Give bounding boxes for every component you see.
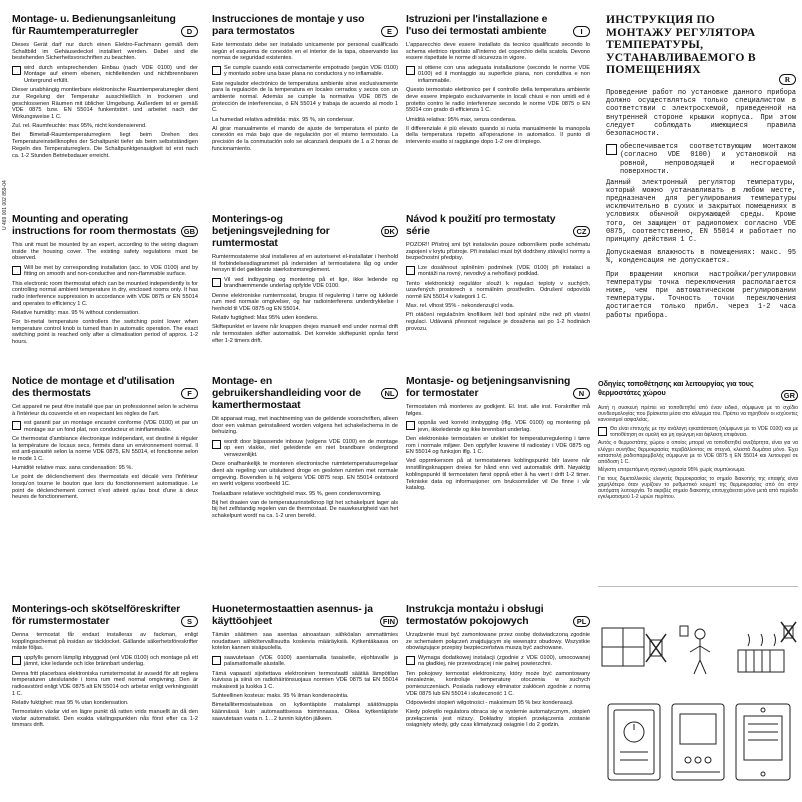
checkbox-icon bbox=[12, 266, 21, 275]
section-es bbox=[212, 14, 398, 214]
paragraph: Αυτή η συσκευή πρέπει να τοποθετηθεί από έναν ειδικό, σύμφωνα με το σχέδιο συνδεσμολογίας που βρίσκεται μέσα στο κάλυμμα του. Πρέπει να τηρηθούν οι ισχύοντες κανονισμοί ασφαλείας. bbox=[598, 405, 798, 424]
paragraph: Il differenziale è più elevato quando si ruota manualmente la manopola della temperatura rispetto all'operazione in automatico. Il punto di intervento esatto si raggiunge dopo 1-2 ore di impiego. bbox=[406, 125, 590, 146]
paragraph: Проведение работ по установке данного прибора должно осуществляться только специалистом в соответствии с электросхемой, приведенной на внутренней стороне крышки корпуса. При этом следует соблюдать имеющиеся правила безопасности. bbox=[606, 89, 796, 139]
person-drawing bbox=[680, 626, 710, 674]
paragraph: Μέγιστη επιτρεπόμενη σχετική υγρασία 95% χωρίς συμπύκνωμα. bbox=[598, 467, 746, 474]
paragraph: Este termostato debe ser instalado unicamente por personal cualificado según el esquema de conexión en el interior de la tapa, observando las normas de seguridad existentes. bbox=[212, 42, 398, 62]
section-s bbox=[12, 604, 198, 798]
paragraph: Umidità relativa: 95% max, senza condensa. bbox=[406, 116, 517, 123]
paragraph: Bei Bimetall-Raumtemperaturreglern liegt beim Drehen des Temperatureinstellknopfes der Schaltpunkt tiefer als beim selbstständigen Regeln des Temperaturreglers. Die Schaltpunktgenauigkeit ist erst nach ca. 1-2 Stunden Betriebsdauer erreicht. bbox=[12, 132, 198, 159]
section-title: ИНСТРУКЦИЯ ПО МОНТАЖУ РЕГУЛЯТОРА ТЕМПЕРАТУРЫ, УСТАНАВЛИВАЕМОГО В ПОМЕЩЕНИЯХ bbox=[606, 14, 756, 77]
section-title: Οδηγίες τοποθέτησης και λειτουργίας για τους θερμοστάτες χώρου bbox=[598, 380, 754, 397]
section-ru bbox=[606, 14, 796, 376]
section-title: Mounting and operating instructions for room thermostats bbox=[12, 214, 177, 237]
section-de bbox=[12, 14, 198, 214]
section-title: Huonetermostaattien asennus- ja käyttöohjeet bbox=[212, 604, 373, 627]
language-code-badge: PL bbox=[573, 616, 590, 627]
paragraph: Deze onafhankelijk te monteren electronische ruimtetemperatuurregelaar dient als regeling van uitsluitend droge en gesloten ruimten met normale omgeving. Bovendien is hij volgens VDE 0875 resp. EN 55014 ontstoord en werkt volgens voorbeeld 1C. bbox=[212, 461, 398, 488]
checkbox-icon bbox=[598, 427, 607, 436]
section-fin bbox=[212, 604, 398, 798]
paragraph: Urządzenie musi być zamontowane przez osobę doświadczoną zgodnie ze schematem połączeń znajdującym się wewnątrz obudowy. Wszystkie obowiązujące przepisy bezpieczeństwa muszą być zachowane. bbox=[406, 632, 590, 652]
paragraph: Tämän säätimen saa asentaa ainoastaan sähköalan ammattimies noudattaen sähkötervallisuutta koskevia määräyksiä. Kytkentäkaava on kotelon kannen sisäpuolella. bbox=[212, 632, 398, 652]
paragraph: Toelaatbare relatieve vochtigheid max. 95 %, geen condensvorming. bbox=[212, 490, 382, 497]
paragraph: L'apparecchio deve essere installato da tecnico qualificato secondo lo schema elettrico riportato all'interno del coperchio della scatola. Devono essere rispettate le norme di sicurezza in vigore. bbox=[406, 42, 590, 62]
section-nl bbox=[212, 376, 398, 566]
section-title: Montage- u. Bedienungsanleitung für Raumtemperaturregler bbox=[12, 14, 176, 37]
paragraph: Ce thermostat d'ambiance électronique indépendant, est destiné à réguler la température de locaux secs, fermés dans un environnement normal. Il est anti-parasité selon la norme VDE 0875, EN 55014, et fonctionne selon le mode 1 C. bbox=[12, 435, 198, 462]
paragraph: Dieser unabhängig montierbare elektronische Raumtemperaturregler dient zur Regelung der Temperatur ausschließlich in trockenen und geschlossenen Räumen mit üblicher Umgebung. Außerdem ist er gemäß VDE 0875 bzw. EN 55014 funkentstört und arbeitet nach der Wirkungsweise 1 C. bbox=[12, 87, 198, 121]
paragraph: Cet appareil ne peut être installé que par un professionnel selon le schéma à l'intérieur du couvercle et en respectant les règles de l'art. bbox=[12, 404, 198, 417]
language-code-badge: CZ bbox=[573, 226, 590, 237]
check-text: wordt door bijpassende inbouw (volgens VDE 0100) en de montage op een vlakke, niet geleidende en niet brandbare ondergrond verwezenlijkt. bbox=[224, 438, 398, 459]
section-n bbox=[406, 376, 590, 566]
language-code-badge: NL bbox=[381, 388, 398, 399]
paragraph: Termostaten växlar vid en lägre punkt då ratten vrids manuellt än då den växlar automatiskt. Den exakta växlingspunkten nås först efter ca 1-2 timmars drift. bbox=[12, 709, 198, 729]
check-text: обеспечивается соответствующим монтажом (согласно VDE 0100) и установкой на ровной, непроводящей и несгораемой поверхности. bbox=[620, 143, 796, 176]
paragraph: Denne elektroniske rumtermostat, brugss til regulering i tørre og lukkede rum med normale omgivelser, og har radiointerferens underdrykkelse i henhold til VDE 0875 og EN 55014. bbox=[212, 292, 398, 312]
paragraph: Den elektroniske termostaten er utviklet for temperaturregulering i tørre rom i normale miljøer. Den oppfyller kravene til radiostøy i VDE 0875 og EN 55014 og funksjon iflg. 1 C. bbox=[406, 435, 590, 456]
paragraph: Relativ fuktighet: max 95 % utan kondensation. bbox=[12, 699, 129, 706]
checkbox-icon bbox=[212, 66, 221, 75]
check-text: wird durch entsprechenden Einbau (nach VDE 0100) und der Montage auf einem ebenen, nichtleitenden und nichtbrennbaren Untergrund erfüllt. bbox=[24, 64, 198, 85]
document-code: U 469 001 002 859-04 bbox=[2, 180, 8, 230]
paragraph: Le point de déclenchement des thermostats est décalé vers l'inférieur lorsqu'on tourne le bouton que lors du fonctionnement automatique. Le point de déclenchement correct n'est atteint qu'au bout d'une à deux heures de fonctionnement. bbox=[12, 474, 198, 501]
paragraph: For bi-metal temperature controllers the switching point lower when temperature control knob is turned than in automatic operation. The exact switching point is reached only after a climatisation period of approx. 1-2 hours. bbox=[12, 319, 198, 346]
paragraph: Relative humidity: max. 95 % without condensation. bbox=[12, 309, 140, 316]
section-title: Monterings-och skötselföreskrifter för rumstermostater bbox=[12, 604, 181, 627]
thermostat-base-drawing bbox=[736, 704, 790, 780]
check-text: Vil ved indbygning og montering på et lige, ikke ledende og brandhæmmende underlag opfylde VDE 0100. bbox=[224, 276, 398, 290]
language-code-badge: FIN bbox=[380, 616, 398, 627]
language-code-badge: D bbox=[181, 26, 198, 37]
paragraph: Skiftepunktet er lavere når knappen drejes manuelt end under normal drift når termostaten skifter automatisk. Det korrekte skiftepunkt opnås først efter 1-2 timers drift. bbox=[212, 324, 398, 344]
checkbox-icon bbox=[212, 278, 221, 287]
checkbox-icon bbox=[12, 656, 21, 665]
paragraph: Relativ fugtighed: Max 95% uden kondens. bbox=[212, 315, 319, 322]
section-cz bbox=[406, 214, 590, 370]
language-code-badge: GR bbox=[781, 390, 798, 401]
section-title: Notice de montage et d'utilisation des thermostats bbox=[12, 376, 175, 399]
paragraph: Při otáčení regulačním knoflíkem leží bod spínání níže než při vlastní regulaci. Udávaná přesnost regulace je dosažena asi po 1-2 hodinách provozu. bbox=[406, 312, 590, 332]
paragraph: Αυτός ο θερμοστάτης χώρου ο οποίος μπορεί να τοποθετηθεί ανεξάρτητα, είναι για να ελέγχει συνήθεις θερμοκρασίες περιβάλλοντος σε στεγνά, κλειστά δωμάτια μόνο. Έχει καταστολή ραδιοπαρεμβολής σύμφωνα με το VDE 0875 ή EN 55014 και λειτουργεί σε απόδοση 1 C. bbox=[598, 440, 798, 465]
paragraph: Dieses Gerät darf nur durch einen Elektro-Fachmann gemäß dem Schaltbild im Gehäusedeckel installiert werden. Dabei sind die bestehenden Sicherheitsvorschriften zu beachten. bbox=[12, 42, 198, 62]
check-text: oppnås ved korrekt innbygging (iflg. VDE 0100) og montering på jevn, ikkeledende og ikke brennbart underlag. bbox=[418, 419, 590, 433]
language-code-badge: E bbox=[381, 26, 398, 37]
checkbox-icon bbox=[212, 440, 221, 449]
checkbox-icon bbox=[406, 66, 415, 75]
section-f bbox=[12, 376, 198, 566]
installation-drawings bbox=[598, 620, 798, 800]
paragraph: Humidité relative max. sans condensation: 95 %. bbox=[12, 465, 133, 472]
paragraph: Bimetallitermostaateissa on kytkentäpiste matalampi säätönuppia käännässä kuin automaattisessa toiminnassa. Oikea kytkentäpiste saavutetaan vasta n. 1…2 tunnin käytön jälkeen. bbox=[212, 702, 398, 722]
paragraph: Bij het draaien van de temperatuurinstelknop ligt het schakelpunt lager als bij het zelfstandig regelen van de thermostaat. De nauwkeurigheid van het schakelpunt wordt na ca. 1-2 uren bereikt. bbox=[212, 499, 398, 520]
checkbox-icon bbox=[212, 656, 221, 665]
check-text: Θα είναι επιτυχής με την ανάλογη εγκατάσταση (σύμφωνα με το VDE 0100) και με τοποθέτηση σε ομαλή και μη αγώγιμη και άφλεκτη επιφάνεια. bbox=[610, 425, 798, 438]
language-code-badge: DK bbox=[381, 226, 398, 237]
paragraph: POZOR!! Přístroj smí být instalován pouze odborníkem podle schématu zapojení v krytu přístroje. Při instalaci musí být dodrženy stávající normy a bezpečnostní předpisy. bbox=[406, 242, 590, 262]
paragraph: Este regulador electrónico de temperatura ambiente sirve exclusivamente para la regulación de la temperatura en locales cerrados y secos con un ambiente normal. Además se cumple la normativa VDE 0875 de protección de interferencias, ó EN 55014 y trabaja de acuerdo al modo 1 C. bbox=[212, 80, 398, 114]
paragraph: Για τους διμεταλλικούς ελεγκτές θερμοκρασίας το σημείο διακοπής της επαφής είναι χαμηλότερο όταν γυρίζουν το ρυθμιστικό κουμπί της θερμοκρασίας από ότι στην αυτόματη λειτουργία. Το ακριβές σημείο διακοπής επιτυγχάνεται μόνο μετά από περίοδο εγκλιματισμού 1-2 ωρών περίπου. bbox=[598, 475, 798, 501]
section-title: Návod k použití pro termostaty série bbox=[406, 214, 556, 237]
checkbox-icon bbox=[12, 66, 21, 75]
language-code-badge: I bbox=[573, 26, 590, 37]
language-code-badge: R bbox=[779, 74, 796, 85]
paragraph: Odpowiedni stopień wilgotności - maksimum 95 % bez kondensacji. bbox=[406, 699, 574, 706]
paragraph: Suhteellinen kosteus: maks. 95 % ilman kondensointia. bbox=[212, 693, 349, 700]
section-pl bbox=[406, 604, 590, 798]
section-title: Instrucciones de montaje y uso para termostatos bbox=[212, 14, 365, 37]
checkbox-icon bbox=[12, 421, 21, 430]
section-title: Instrukcja montażu i obsługi termostatów pokojowych bbox=[406, 604, 544, 627]
paragraph: Kiedy pokrętło regulatora obraca się w systemie automatycznym, stopień przełączenia jest niższy. Dokładny stopień przełączenia zostanie osiągnięty wtedy, gdy czas klimatyzacji osiągnie l do 2 godzin. bbox=[406, 709, 590, 729]
section-title: Istruzioni per l'installazione e l'uso dei termostati ambiente bbox=[406, 14, 548, 37]
paragraph: Допускаемая влажность в помещениях: макс. 95 %, конденсация не допускается. bbox=[606, 249, 796, 266]
paragraph: Denna termostat får endast installeras av fackman, enligt kopplingsschemat på insidan av täcklocket. Gällande säkerhetsföreskrifter måste följas. bbox=[12, 632, 198, 652]
paragraph: This electronic room thermostat which can be mounted independently is for controlling normal ambient temperature in dry, enclosed rooms only. It has radio interference suppression in accordance with VDE 0875 or EN 55014 and operates to efficiency 1 C. bbox=[12, 280, 198, 307]
thermostat-front-drawing bbox=[608, 704, 660, 780]
language-code-badge: S bbox=[181, 616, 198, 627]
check-text: est garanti par un montage encastré conforme (VDE 0100) et par un montage sur un fond plat, non conducteur et ininflammable. bbox=[24, 419, 198, 433]
check-text: Lze dosáhnout splněním podmínek (VDE 0100) při instalaci a montáži na rovný, nevodivý a nehořlavý podklad. bbox=[418, 264, 590, 278]
paragraph: Данный электронный регулятор температуры, который можно устанавливать в любом месте, предназначен для регулирования температуры исключительно в сухих и закрытых помещениях в условиях обычной окружающей среды. Кроме того, он защищен от радиопомех согласно VDE 0875, соответственно, EN 55014 и работает по принципу действия 1 C. bbox=[606, 178, 796, 244]
paragraph: La humedad relativa admitida: máx. 95 %, sin condensar. bbox=[212, 116, 355, 123]
paragraph: При вращении кнопки настройки/регулировки температуры точка переключения располагается ниже, чем при автоматическом регулировании температуры. Точность точки переключения достигается только прибл. через 1-2 часа работы прибора. bbox=[606, 270, 796, 320]
paragraph: Questo termostato elettronico per il controllo della temperatura ambiente deve essere impiegato esclusivamente in locali chiusi e non umidi ed è protetto contro le radio interferenze secondo le norme VDE 0875 o EN 55014 con grado di efficienza 1 C. bbox=[406, 87, 590, 114]
paragraph: Dit apparaat mag, met inachtneming van de geldende voorschriften, alleen door een vakman geinstalleerd worden volgens het schakelschema in de behuizing. bbox=[212, 416, 398, 436]
section-title: Montasje- og betjeningsanvisning for termostater bbox=[406, 376, 571, 399]
section-dk bbox=[212, 214, 398, 370]
check-text: Wymaga dodatkowej instalacji (zgodnie z VDE 0100), umocowanej na gładkiej, nie przewodzącej i nie palnej powierzchni. bbox=[418, 654, 590, 668]
paragraph: Tento elektronický regulátor slouží k regulaci teploty v suchých, uzavřených prostorech s normálním prostředím. Odrušení odpovídá normě EN 55014 v kategorii 1 C. bbox=[406, 280, 590, 300]
language-code-badge: N bbox=[573, 388, 590, 399]
paragraph: This unit must be mounted by an expert, according to the wiring diagram inside the housing cover. The existing safety regulations must be observed. bbox=[12, 242, 198, 262]
check-text: Will be met by corresponding installation (acc. to VDE 0100) and by fitting on smooth and non-conductive and non-flammable surface. bbox=[24, 264, 198, 278]
section-title: Monterings-og betjeningsvejledning for rumtermostat bbox=[212, 214, 330, 249]
language-code-badge: GB bbox=[181, 226, 198, 237]
paragraph: Max. rel. vlhost 95% - nekondenzující voda. bbox=[406, 303, 515, 310]
paragraph: Rumtermostaterne skal installeres af en autoriseret el-installatør i henhold til forbindelsesdiagrammet på indersiden af termostatens låg og under hensyn til det gældende stærkstrømsreglement. bbox=[212, 254, 398, 274]
paragraph: Al girar manualmente el mando de ajuste de temperatura el punto de conexión es más bajo que de regulación por el mismo termostato. La precisión de la conmutación solo se alcanzará después de 1 a 2 horas de funcionamiento. bbox=[212, 125, 398, 152]
installation-drawings-svg bbox=[598, 620, 798, 800]
check-text: Se cumple cuando está correctamente empotrado (según VDE 0100) y montado sobre una base plana no conductora y no inflamable. bbox=[224, 64, 398, 78]
section-gr bbox=[598, 380, 798, 586]
checkbox-icon bbox=[406, 421, 415, 430]
paragraph: Ved opprmkersom på at termostatenes koblingspunkt blir lavere når innstillingsknappen dreies for hånd enn ved automatisk drift. Nøyaktig koblingspunkt til termostaten først oppnå etter å ha vært i drift 1-2 timer. Tekniske data og informasjoner om bruksområder vil De finne i vår katalog. bbox=[406, 458, 590, 492]
check-text: saavutetaan (VDE 0100) asentamalla tasaiselle, eijohtavalle ja palamattomalle alustalle. bbox=[224, 654, 398, 668]
section-title: Montage- en gebruikershandleiding voor de kamerthermostaat bbox=[212, 376, 361, 411]
thermostat-open-drawing bbox=[672, 704, 724, 780]
paragraph: Tämä vapaasti sijoitettava elektroninen termostaatti säätää lämpötilan kuivissa ja siinä on radiohäiriönsuojaus normien VDE 0875 tai EN 55014 mukaisesti ja luokka 1 C. bbox=[212, 670, 398, 690]
paragraph: Ten pokojowy termostat elektroniczny, który może być zamontowany niezależnie, kontroluje temperaturę otoczenia w suchych pomieszczeniach. Posiada radiowy eliminator zakłóceń zgodnie z normą VDE 0875 lub EN 55014 i skuteczność 1 C. bbox=[406, 670, 590, 697]
radiator-drawing bbox=[738, 622, 796, 672]
paragraph: Zul. rel. Raumfeuchte: max 95%, nicht kondensierend. bbox=[12, 123, 147, 130]
checkbox-icon bbox=[606, 144, 617, 155]
language-code-badge: F bbox=[181, 388, 198, 399]
check-text: si ottiene con una adeguata installazione (secondo le norme VDE 0100) ed il montaggio su superficie piana, non conduttiva e non infiammabile. bbox=[418, 64, 590, 85]
paragraph: Denna fritt placerbara elektroniska rumstermostat är avsedd för att reglera temperaturen uteslutande i torra rum med normal omgivning. Den är radioavstörd enligt VDE 0875 alt EN 55014 och arbetar enligt verkningssätt 1 C. bbox=[12, 670, 198, 697]
section-gb bbox=[12, 214, 198, 370]
window-position-drawing bbox=[602, 628, 666, 666]
checkbox-icon bbox=[406, 266, 415, 275]
divider bbox=[598, 586, 798, 587]
check-text: uppfylls genom lämplig inbyggnad (enl VDE 0100) och montage på ett jämnt, icke ledande och icke brännbart underlag. bbox=[24, 654, 198, 668]
section-it bbox=[406, 14, 590, 214]
paragraph: Termostaten må monteres av godkjent. El. Inst. alle inst. Forskrifter må følges. bbox=[406, 404, 590, 417]
checkbox-icon bbox=[406, 656, 415, 665]
